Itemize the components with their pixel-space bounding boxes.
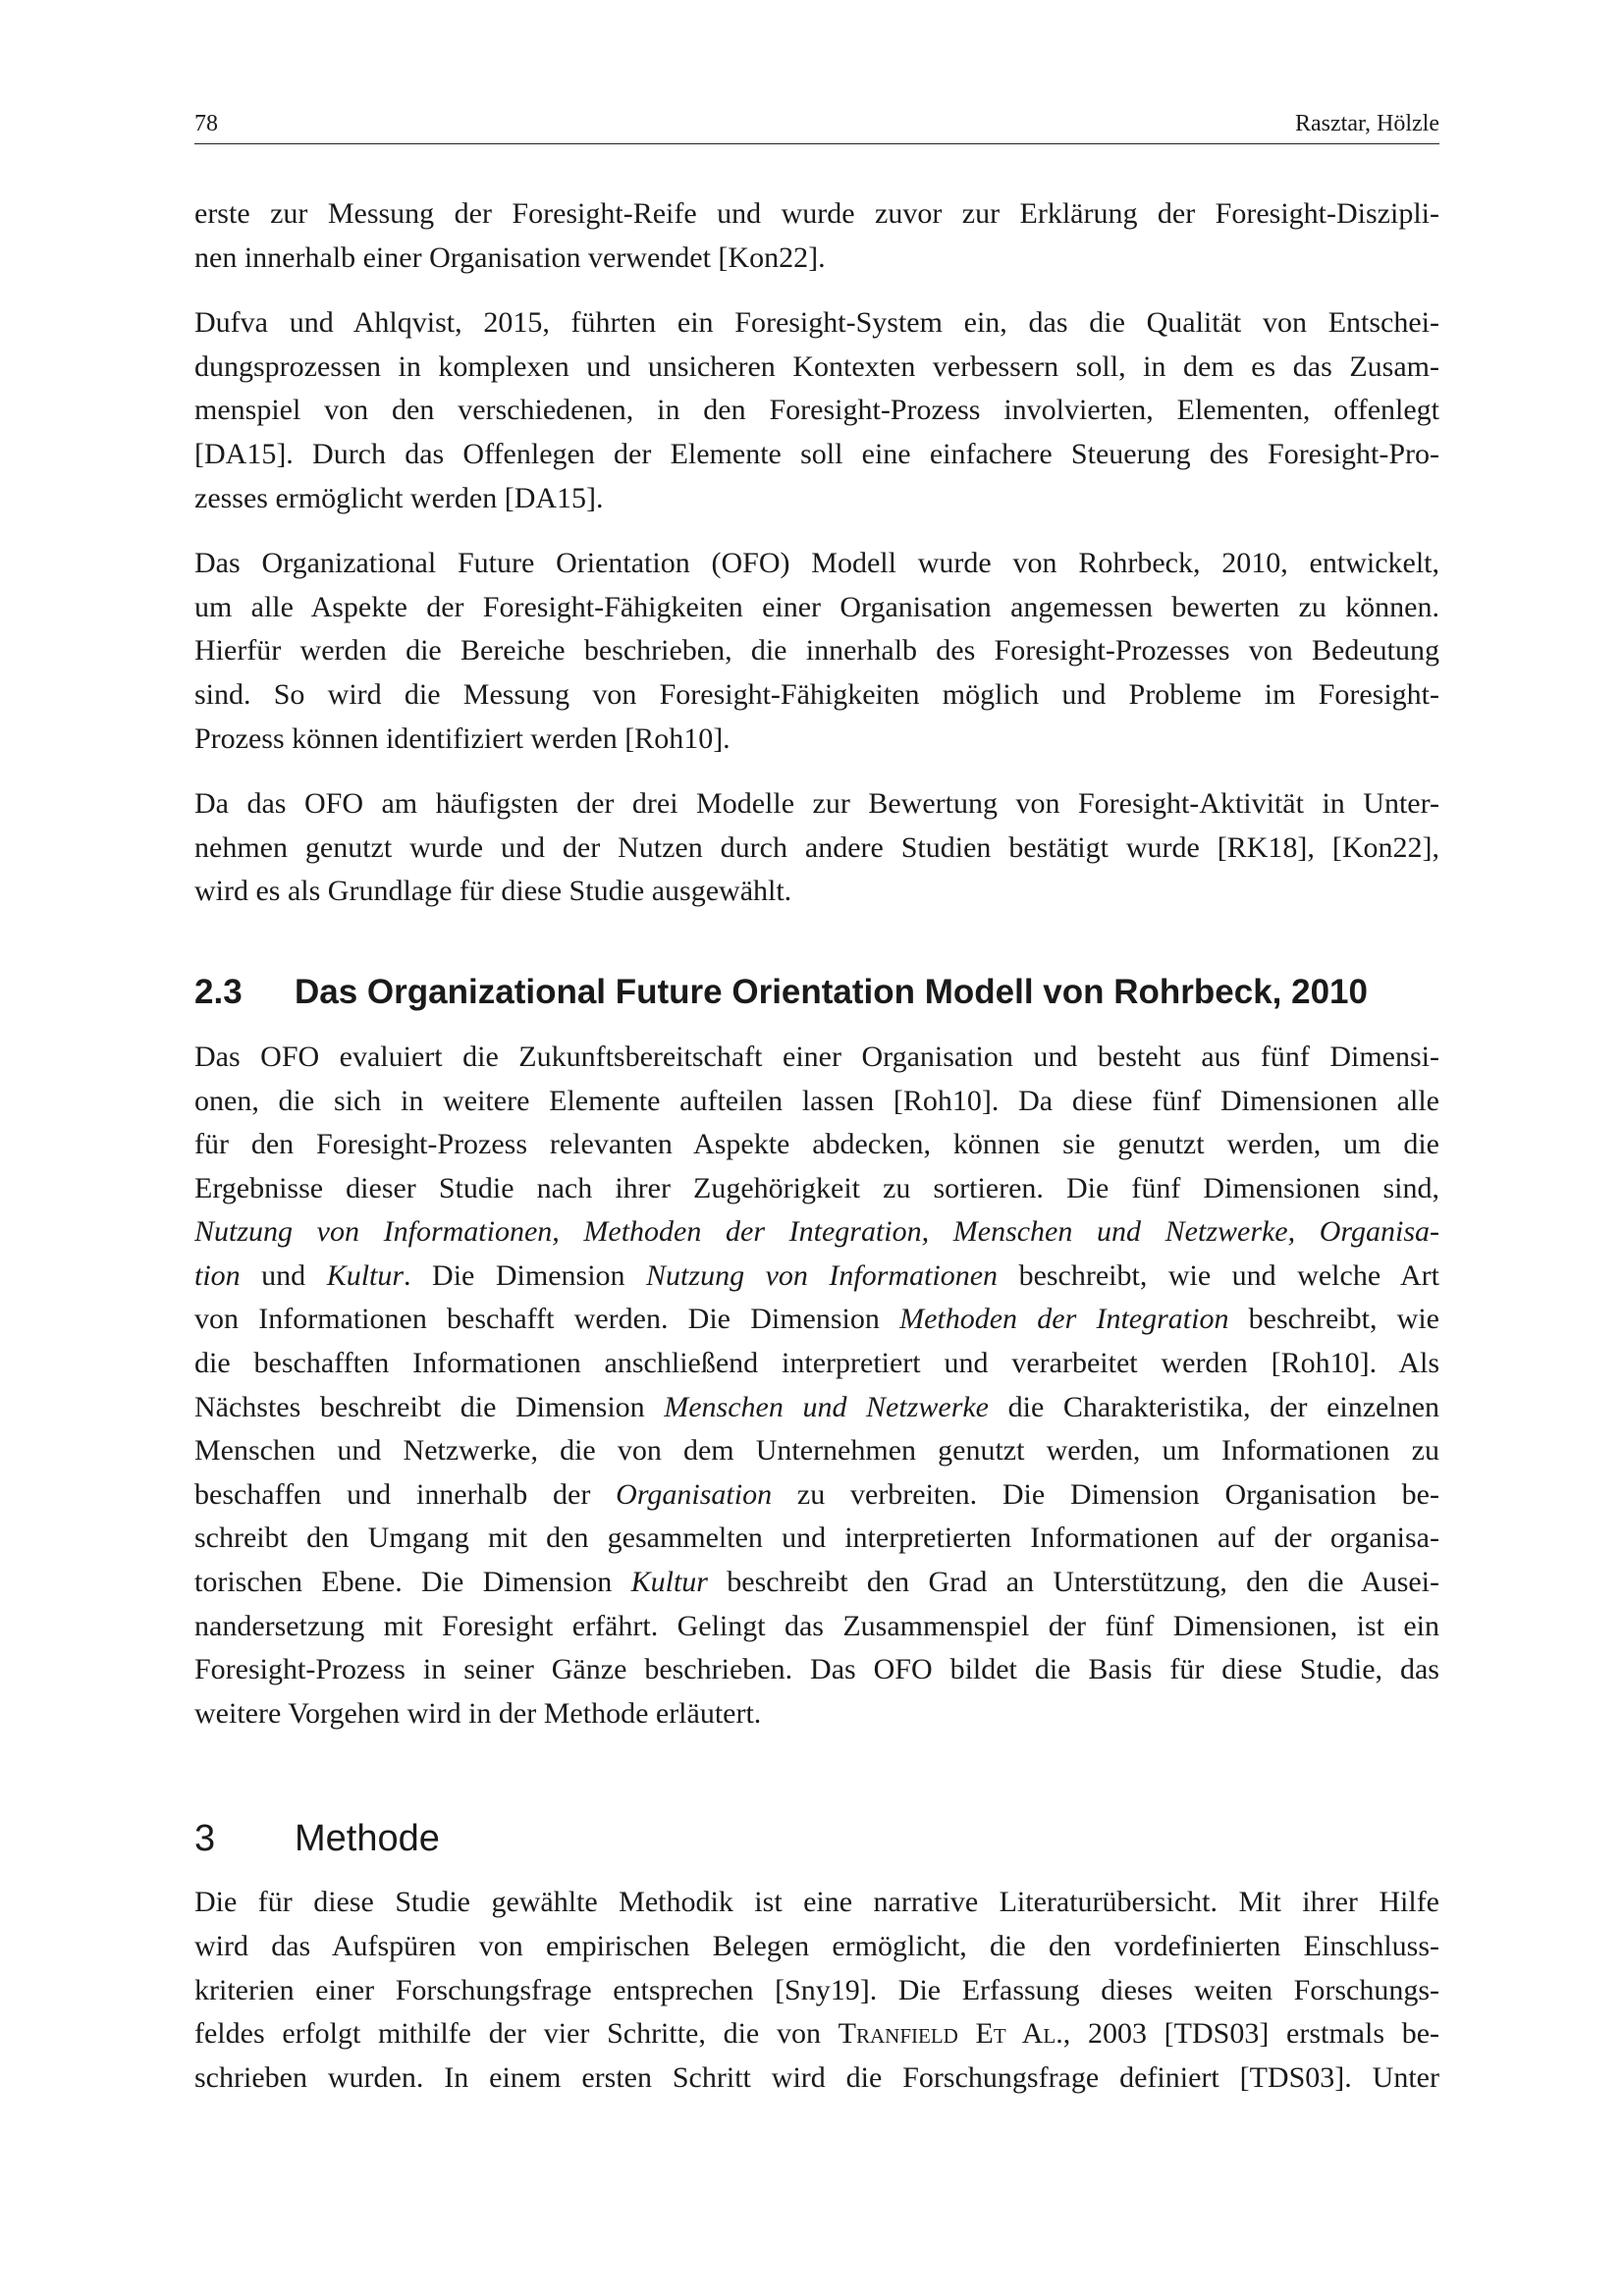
paragraph-methode [194,1881,1439,2100]
paragraph-dufva-ahlqvist [194,301,1439,520]
text-line: sind. So wird die Messung von Foresight-Fähigkeiten möglich und Probleme im Foresight- [194,677,1439,711]
text-line: von Informationen beschafft werden. Die Dimension Methoden der Integration beschreibt, wie [194,1303,1439,1336]
text-line: schrieben wurden. In einem ersten Schritt wird die Forschungsfrage definiert [TDS03]. Unter [194,2060,1439,2094]
text-line: Das OFO evaluiert die Zukunftsbereitschaft einer Organisation und besteht aus fünf Dimensi- [194,1040,1439,1073]
text-line: Foresight-Prozess in seiner Gänze beschrieben. Das OFO bildet die Basis für diese Studie, das [194,1653,1439,1686]
text-line: Menschen und Netzwerke, die von dem Unternehmen genutzt werden, um Informationen zu [194,1434,1439,1468]
page-number: 78 [194,111,218,136]
text-line: schreibt den Umgang mit den gesammelten und interpretierten Informationen auf der organisa- [194,1522,1439,1555]
section-number: 3 [194,1818,216,1860]
text-line: feldes erfolgt mithilfe der vier Schritte, die von Tranfield Et Al., 2003 [TDS03] erstmals be- [194,2017,1440,2051]
text-line: die beschafften Informationen anschließend interpretiert und verarbeitet werden [Roh10]. Als [194,1347,1439,1380]
text-line: Ergebnisse dieser Studie nach ihrer Zugehörigkeit zu sortieren. Die fünf Dimensionen sind, [194,1171,1439,1204]
emphasis-text: Kultur [630,1566,708,1599]
text-line: erste zur Messung der Foresight-Reife und wurde zuvor zur Erklärung der Foresight-Diszipli- [194,197,1439,230]
text-line: dungsprozessen in komplexen und unsicheren Kontexten verbessern soll, in dem es das Zusam- [194,349,1439,383]
text-line: für den Foresight-Prozess relevanten Aspekte abdecken, können sie genutzt werden, um die [194,1128,1439,1161]
emphasis-text: Organisation [616,1477,773,1511]
section-title: Methode [295,1818,440,1860]
text-line: um alle Aspekte der Foresight-Fähigkeiten einer Organisation angemessen bewerten zu können. [194,590,1439,623]
text-line: [DA15]. Durch das Offenlegen der Elemente soll eine einfachere Steuerung des Foresight-Pro- [194,437,1439,470]
text-line: nandersetzung mit Foresight erfährt. Gelingt das Zusammenspiel der fünf Dimensionen, ist ein [194,1609,1439,1642]
emphasis-text: Menschen und Netzwerke [664,1390,990,1423]
text-line: beschaffen und innerhalb der Organisation zu verbreiten. Die Dimension Organisation be- [194,1477,1439,1511]
section-title: Das Organizational Future Orientation Modell von Rohrbeck, 2010 [295,972,1368,1011]
paragraph-ofo-model [194,542,1439,761]
text-line: Nächstes beschreibt die Dimension Menschen und Netzwerke die Charakteristika, der einzelnen [194,1390,1440,1423]
section-number: 2.3 [194,972,243,1011]
section-heading-2-3 [194,971,1439,1014]
text-line: Hierfür werden die Bereiche beschrieben, die innerhalb des Foresight-Prozesses von Bedeutung [194,634,1439,667]
text-line: torischen Ebene. Die Dimension Kultur beschreibt den Grad an Unterstützung, den die Ausei- [194,1566,1440,1599]
text-line: Da das OFO am häufigsten der drei Modelle zur Bewertung von Foresight-Aktivität in Unter- [194,787,1439,821]
emphasis-text: tion [194,1258,241,1292]
text-line [194,1210,1439,1255]
text-line: nehmen genutzt wurde und der Nutzen durch andere Studien bestätigt wurde [RK18], [Kon22], [194,830,1439,864]
text-line: menspiel von den verschiedenen, in den Foresight-Prozess involvierten, Elementen, offenlegt [194,394,1439,427]
emphasis-text: Nutzung von Informationen, Methoden der Integration, Menschen und Netzwerke, Organisa- [194,1215,1439,1249]
text-line: Prozess können identifiziert werden [Roh10]. [194,721,731,755]
paragraph-foresight-maturity [194,192,1439,280]
paragraph-ofo-selection [194,782,1439,914]
text-line: nen innerhalb einer Organisation verwendet [Kon22]. [194,240,826,274]
author-name-smallcaps: Tranfield Et Al. [838,2017,1063,2051]
text-line: Dufva und Ahlqvist, 2015, führten ein Foresight-System ein, das die Qualität von Entschei- [194,306,1439,340]
text-line: wird es als Grundlage für diese Studie ausgewählt. [194,875,792,908]
running-header-authors: Rasztar, Hölzle [1295,111,1439,136]
running-header [194,110,1439,144]
text-line: kriterien einer Forschungsfrage entsprechen [Sny19]. Die Erfassung dieses weiten Forschungs- [194,1973,1439,2006]
page-body [194,192,1439,2121]
emphasis-text: Methoden der Integration [899,1303,1229,1336]
text-line: weitere Vorgehen wird in der Methode erläutert. [194,1696,762,1730]
emphasis-text: Nutzung von Informationen [646,1258,999,1292]
text-line: tion und Kultur. Die Dimension Nutzung von Informationen beschreibt, wie und welche Art [194,1258,1439,1292]
text-line: Die für diese Studie gewählte Methodik ist eine narrative Literaturübersicht. Mit ihrer Hilfe [194,1886,1439,1919]
paragraph-ofo-dimensions [194,1036,1439,1736]
emphasis-text: Kultur [326,1258,405,1292]
text-line: zesses ermöglicht werden [DA15]. [194,481,604,514]
text-line: wird das Aufspüren von empirischen Belegen ermöglicht, die den vordefinierten Einschluss- [194,1930,1439,1962]
text-line: Das Organizational Future Orientation (OFO) Modell wurde von Rohrbeck, 2010, entwickelt, [194,547,1439,580]
section-heading-3 [194,1816,1439,1861]
text-line: onen, die sich in weitere Elemente aufteilen lassen [Roh10]. Da diese fünf Dimensionen alle [194,1084,1439,1117]
